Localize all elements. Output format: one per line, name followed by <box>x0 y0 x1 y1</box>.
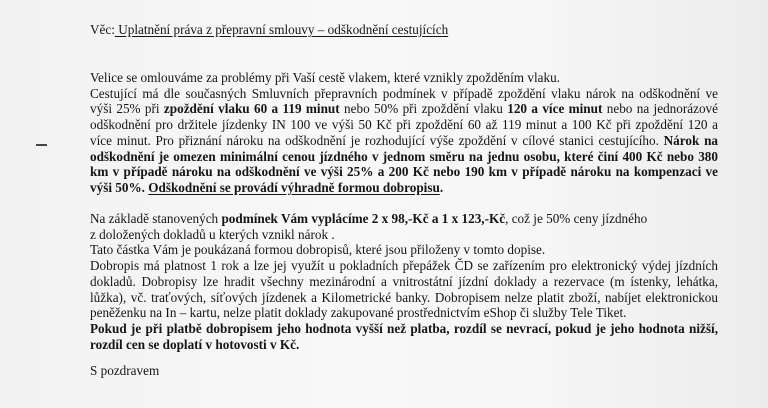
bold-claim-start: Nárok na <box>663 132 718 148</box>
paragraph-line: odškodnění pro držitele jízdenky IN 100 ve výši 50 Kč při zpoždění 60 až 119 minut a 100 Kč při zpoždění 120 a <box>90 117 718 133</box>
text-run: výši 25% při <box>90 101 164 117</box>
paragraph-line-bold: Pokud je při platbě dobropisem jeho hodnota vyšší než platba, rozdíl se nevrací, pokud je jeho hodnota nižší, <box>90 320 718 336</box>
credit-note-only-statement: Odškodnění se provádí výhradně formou dobropisu <box>148 179 440 195</box>
bold-delay-60-119: zpoždění vlaku 60 a 119 minut <box>163 101 340 117</box>
paragraph-line <box>90 101 718 117</box>
paragraph-line: Cestující má dle současných Smluvních přepravních podmínek v případě zpoždění vlaku nárok na odškodnění ve <box>90 85 718 101</box>
text-run: nebo na jednorázové <box>602 101 718 117</box>
paragraph-line: Tato částka Vám je poukázaná formou dobropisů, které jsou přiloženy v tomto dopise. <box>90 242 546 258</box>
text-run: více minut. Pro přiznání nároku na odškodnění je rozhodující výše zpoždění v cílové stanici cestujícího. <box>90 132 664 148</box>
paragraph-line <box>90 133 718 149</box>
apology-paragraph <box>90 70 718 196</box>
subject-line <box>90 22 448 37</box>
paragraph-line: dokladů. Dobropisy lze hradit všechny mezinárodní a vnitrostátní jízdní doklady a rezervace (m ístenky, lehátka, <box>90 273 718 289</box>
paragraph-line: lůžka), vč. traťových, síťových jízdenek a Kilometrické banky. Dobropisem nelze platit zboží, nabíjet elektronickou <box>90 289 718 305</box>
paragraph-line: Dobropis má platnost 1 rok a lze jej využít u pokladních přepážek ČD se zařízením pro elektronický výdej jízdních <box>90 258 718 274</box>
paragraph-line-bold: km v případě nároku na odškodnění ve výši 25% a 200 Kč nebo 190 km v případě nároku na kompenzaci ve <box>90 164 718 180</box>
closing-salutation: S pozdravem <box>90 363 160 378</box>
closing-paragraph <box>90 363 718 379</box>
paragraph-line-bold: rozdíl cen se doplatí v hotovosti v Kč. <box>90 336 300 352</box>
bold-payout-amounts: podmínek Vám vyplácíme 2 x 98,-Kč a 1 x 123,-Kč <box>221 211 506 226</box>
paragraph-line <box>90 211 718 227</box>
payment-paragraph <box>90 211 718 352</box>
paragraph-line: peněženku na In – kartu, nelze platit doklady zakupované prostřednictvím eShop či služby Tele Tiket. <box>90 305 627 321</box>
bold-delay-120: 120 a více minut <box>507 101 603 117</box>
subject-label: Věc: <box>90 22 115 37</box>
paragraph-line: z doložených dokladů u kterých vznikl nárok . <box>90 226 335 242</box>
paragraph-line: Velice se omlouváme za problémy při Vaší cestě vlakem, které vznikly zpožděním vlaku. <box>90 70 560 85</box>
text-run: . <box>439 179 444 195</box>
text-run: Na základě stanovených <box>90 211 222 226</box>
margin-mark <box>36 144 47 146</box>
text-run: , což je 50% ceny jízdného <box>505 211 648 226</box>
paragraph-line-bold <box>90 180 718 196</box>
subject-title: Uplatnění práva z přepravní smlouvy – odškodnění cestujících <box>114 22 449 37</box>
text-run: nebo 50% při zpoždění vlaku <box>339 101 508 117</box>
text-run: výši 50%. <box>90 179 149 195</box>
paragraph-line-bold: odškodnění je omezen minimální cenou jízdného v jednom směru na jednu osobu, které činí 400 Kč nebo 380 <box>90 148 718 164</box>
